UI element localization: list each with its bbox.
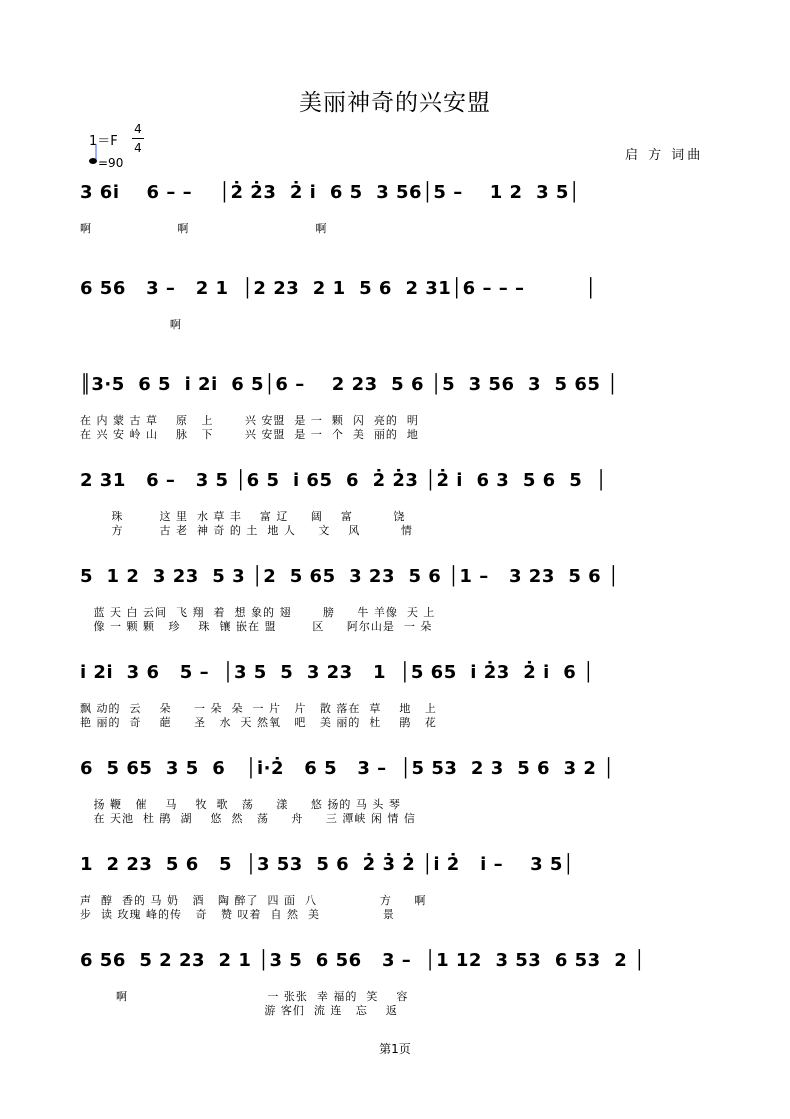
notation-line: 3 6i̇ 6 – – │2̇ 2̇3 2̇ i̇ 6 5 3 56│5 – 1 2 3 5│: [80, 182, 581, 203]
lyrics-line-2: 步 读 玫瑰 峰的传 奇 赞 叹着 自 然 美 景: [80, 908, 395, 921]
lyrics-line-1: 蓝 天 白 云间 飞 翔 着 想 象的 翅 膀 牛 羊像 天 上: [80, 606, 436, 619]
lyrics-line-2: 艳 丽的 奇 葩 圣 水 天 然氧 吧 美 丽的 杜 鹃 花: [80, 716, 437, 729]
tempo-marking: =90: [98, 156, 124, 170]
time-signature-top: 4: [134, 122, 142, 136]
quarter-note-icon: [88, 143, 98, 165]
notation-line: i̇ 2i̇ 3 6 5 – │3 5 5 3 23 1 │5 65 i̇ 2̇3 2̇ i̇ 6 │: [80, 662, 595, 683]
lyrics-line-2: 在 兴 安 岭 山 脉 下 兴 安盟 是 一 个 美 丽的 地: [80, 428, 419, 441]
key-signature: 1＝F: [89, 134, 118, 149]
time-signature: [132, 120, 144, 157]
lyrics-line-1: 声 醇 香的 马 奶 酒 陶 醉了 四 面 八 方 啊: [80, 894, 427, 907]
notation-line: 6 56 5 2 23 2 1 │3 5 6 56 3 – │1 12 3 53 6 53 2 │: [80, 950, 646, 971]
lyrics-line-1: 啊 啊 啊: [80, 222, 328, 235]
lyrics-line-1: 珠 这 里 水 草 丰 富 辽 阔 富 饶: [80, 510, 406, 523]
notation-line: 1 2 23 5 6 5 │3 53 5 6 2̇ 3̇ 2̇ │i̇ 2̇ i̇ – 3 5│: [80, 854, 575, 875]
lyrics-line-2: 像 一 颗 颗 珍 珠 镶 嵌在 盟 区 阿尔山是 一 朵: [80, 620, 433, 633]
time-signature-bottom: 4: [134, 141, 142, 155]
lyrics-line-1: 啊 一 张张 幸 福的 笑 容: [80, 990, 409, 1003]
page-number: 第1页: [379, 1042, 411, 1056]
lyrics-line-1: 扬 鞭 催 马 牧 歌 荡 漾 悠 扬的 马 头 琴: [80, 798, 401, 811]
author-credit: 启 方 词曲: [625, 148, 704, 163]
notation-line: 6 56 3 – 2 1 │2 23 2 1 5 6 2 31│6 – – – │: [80, 278, 597, 299]
notation-line: 5 1 2 3 23 5 3 │2 5 65 3 23 5 6 │1 – 3 23 5 6 │: [80, 566, 620, 587]
lyrics-line-1: 飘 动的 云 朵 一 朵 朵 一 片 片 散 落在 草 地 上: [80, 702, 437, 715]
lyrics-line-1: 啊: [80, 318, 182, 331]
lyrics-line-2: 方 古 老 神 奇 的 土 地 人 文 风 情: [80, 524, 413, 537]
page-title: 美丽神奇的兴安盟: [299, 90, 491, 116]
notation-line: 2 31 6 – 3 5 │6 5 i̇ 65 6 2̇ 2̇3 │2̇ i̇ 6 3 5 6 5 │: [80, 470, 608, 491]
notation-line: ║3·5 6 5 i̇ 2i̇ 6 5│6 – 2 23 5 6 │5 3 56 3 5 65 │: [80, 374, 619, 395]
lyrics-line-2: 游 客们 流 连 忘 返: [80, 1004, 398, 1017]
lyrics-line-2: 在 天池 杜 鹃 湖 悠 然 荡 舟 三 潭峡 闲 情 信: [80, 812, 416, 825]
lyrics-line-1: 在 内 蒙 古 草 原 上 兴 安盟 是 一 颗 闪 亮的 明: [80, 414, 419, 427]
notation-line: 6 5 65 3 5 6 │i̇·2̇ 6 5 3 – │5 53 2 3 5 6 3 2 │: [80, 758, 615, 779]
